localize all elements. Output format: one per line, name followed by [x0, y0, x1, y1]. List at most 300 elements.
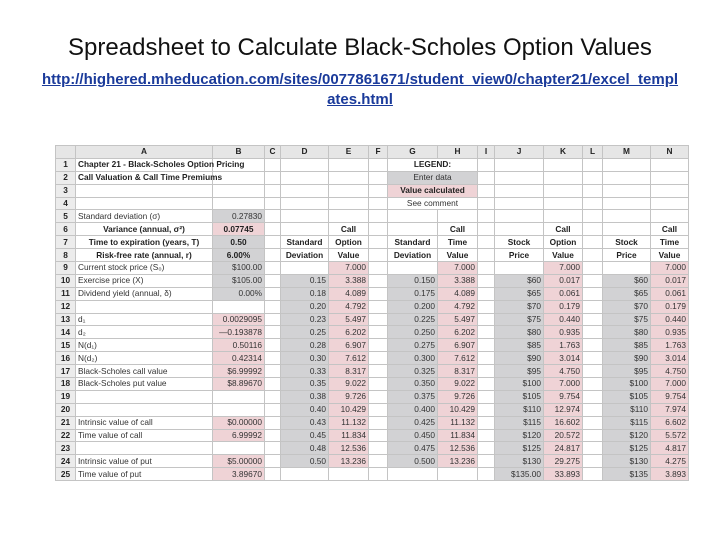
- cell-L10[interactable]: [583, 274, 603, 287]
- cell-M6[interactable]: [603, 223, 651, 236]
- cell-A18[interactable]: Black-Scholes put value: [76, 378, 213, 391]
- cell-G25[interactable]: [388, 468, 438, 481]
- cell-N12[interactable]: 0.179: [651, 300, 689, 313]
- cell-M5[interactable]: [603, 210, 651, 223]
- cell-F19[interactable]: [369, 390, 388, 403]
- cell-E3[interactable]: [329, 184, 369, 197]
- cell-G24[interactable]: 0.500: [388, 455, 438, 468]
- cell-D1[interactable]: [281, 158, 329, 171]
- row-header-8[interactable]: 8: [56, 249, 76, 262]
- cell-E22[interactable]: 11.834: [329, 429, 369, 442]
- cell-A23[interactable]: [76, 442, 213, 455]
- cell-C16[interactable]: [265, 352, 281, 365]
- cell-I14[interactable]: [478, 326, 495, 339]
- cell-L14[interactable]: [583, 326, 603, 339]
- cell-G22[interactable]: 0.450: [388, 429, 438, 442]
- cell-E10[interactable]: 3.388: [329, 274, 369, 287]
- legend-cell[interactable]: See comment: [388, 197, 478, 210]
- cell-N2[interactable]: [651, 171, 689, 184]
- cell-G14[interactable]: 0.250: [388, 326, 438, 339]
- cell-J10[interactable]: $60: [495, 274, 544, 287]
- cell-I19[interactable]: [478, 390, 495, 403]
- cell-F7[interactable]: [369, 236, 388, 249]
- cell-A9[interactable]: Current stock price (S₀): [76, 262, 213, 275]
- cell-A25[interactable]: Time value of put: [76, 468, 213, 481]
- cell-K17[interactable]: 4.750: [544, 365, 583, 378]
- cell-B24[interactable]: $5.00000: [213, 455, 265, 468]
- cell-D14[interactable]: 0.25: [281, 326, 329, 339]
- cell-F20[interactable]: [369, 403, 388, 416]
- cell-A2[interactable]: [76, 171, 223, 184]
- cell-A1[interactable]: [76, 158, 245, 171]
- cell-I2[interactable]: [478, 171, 495, 184]
- cell-B13[interactable]: 0.0029095: [213, 313, 265, 326]
- row-header-2[interactable]: 2: [56, 171, 76, 184]
- row-header-24[interactable]: 24: [56, 455, 76, 468]
- cell-A12[interactable]: [76, 300, 213, 313]
- cell-C1[interactable]: [265, 158, 281, 171]
- row-header-15[interactable]: 15: [56, 339, 76, 352]
- cell-E21[interactable]: 11.132: [329, 416, 369, 429]
- cell-H8[interactable]: Value: [438, 249, 478, 262]
- cell-E20[interactable]: 10.429: [329, 403, 369, 416]
- cell-G18[interactable]: 0.350: [388, 378, 438, 391]
- column-header-H[interactable]: H: [438, 146, 478, 159]
- cell-M20[interactable]: $110: [603, 403, 651, 416]
- cell-H24[interactable]: 13.236: [438, 455, 478, 468]
- cell-C15[interactable]: [265, 339, 281, 352]
- cell-L12[interactable]: [583, 300, 603, 313]
- column-header-E[interactable]: E: [329, 146, 369, 159]
- cell-C2[interactable]: [265, 171, 281, 184]
- row-header-16[interactable]: 16: [56, 352, 76, 365]
- cell-K24[interactable]: 29.275: [544, 455, 583, 468]
- cell-J13[interactable]: $75: [495, 313, 544, 326]
- cell-F1[interactable]: [369, 158, 388, 171]
- cell-N6[interactable]: Call: [651, 223, 689, 236]
- cell-A24[interactable]: Intrinsic value of put: [76, 455, 213, 468]
- cell-C14[interactable]: [265, 326, 281, 339]
- cell-C7[interactable]: [265, 236, 281, 249]
- cell-J17[interactable]: $95: [495, 365, 544, 378]
- cell-K6[interactable]: Call: [544, 223, 583, 236]
- cell-K11[interactable]: 0.061: [544, 287, 583, 300]
- cell-D15[interactable]: 0.28: [281, 339, 329, 352]
- cell-N25[interactable]: 3.893: [651, 468, 689, 481]
- cell-J2[interactable]: [495, 171, 544, 184]
- cell-N18[interactable]: 7.000: [651, 378, 689, 391]
- cell-D10[interactable]: 0.15: [281, 274, 329, 287]
- cell-E17[interactable]: 8.317: [329, 365, 369, 378]
- cell-B20[interactable]: [213, 403, 265, 416]
- cell-M12[interactable]: $70: [603, 300, 651, 313]
- cell-L24[interactable]: [583, 455, 603, 468]
- cell-M16[interactable]: $90: [603, 352, 651, 365]
- cell-I6[interactable]: [478, 223, 495, 236]
- cell-N16[interactable]: 3.014: [651, 352, 689, 365]
- cell-E14[interactable]: 6.202: [329, 326, 369, 339]
- row-header-20[interactable]: 20: [56, 403, 76, 416]
- cell-K15[interactable]: 1.763: [544, 339, 583, 352]
- cell-H21[interactable]: 11.132: [438, 416, 478, 429]
- column-header-K[interactable]: K: [544, 146, 583, 159]
- cell-J9[interactable]: [495, 262, 544, 275]
- cell-A11[interactable]: Dividend yield (annual, δ): [76, 287, 213, 300]
- cell-M22[interactable]: $120: [603, 429, 651, 442]
- cell-I24[interactable]: [478, 455, 495, 468]
- cell-H19[interactable]: 9.726: [438, 390, 478, 403]
- cell-L6[interactable]: [583, 223, 603, 236]
- cell-E19[interactable]: 9.726: [329, 390, 369, 403]
- cell-A15[interactable]: N(d₁): [76, 339, 213, 352]
- cell-L18[interactable]: [583, 378, 603, 391]
- cell-B3[interactable]: [213, 184, 265, 197]
- cell-N7[interactable]: Time: [651, 236, 689, 249]
- cell-C4[interactable]: [265, 197, 281, 210]
- row-header-22[interactable]: 22: [56, 429, 76, 442]
- column-header-J[interactable]: J: [495, 146, 544, 159]
- cell-B18[interactable]: $8.89670: [213, 378, 265, 391]
- cell-G17[interactable]: 0.325: [388, 365, 438, 378]
- cell-J11[interactable]: $65: [495, 287, 544, 300]
- row-header-13[interactable]: 13: [56, 313, 76, 326]
- cell-J24[interactable]: $130: [495, 455, 544, 468]
- cell-N10[interactable]: 0.017: [651, 274, 689, 287]
- column-header-G[interactable]: G: [388, 146, 438, 159]
- cell-B22[interactable]: 6.99992: [213, 429, 265, 442]
- cell-I18[interactable]: [478, 378, 495, 391]
- cell-F9[interactable]: [369, 262, 388, 275]
- cell-K19[interactable]: 9.754: [544, 390, 583, 403]
- column-header-C[interactable]: C: [265, 146, 281, 159]
- cell-A3[interactable]: [76, 184, 213, 197]
- select-all-corner[interactable]: [56, 146, 76, 159]
- cell-L2[interactable]: [583, 171, 603, 184]
- cell-D20[interactable]: 0.40: [281, 403, 329, 416]
- cell-H15[interactable]: 6.907: [438, 339, 478, 352]
- row-header-6[interactable]: 6: [56, 223, 76, 236]
- cell-D4[interactable]: [281, 197, 329, 210]
- cell-N20[interactable]: 7.974: [651, 403, 689, 416]
- cell-A16[interactable]: N(d₂): [76, 352, 213, 365]
- legend-cell[interactable]: Value calculated: [388, 184, 478, 197]
- cell-K20[interactable]: 12.974: [544, 403, 583, 416]
- cell-A22[interactable]: Time value of call: [76, 429, 213, 442]
- cell-F3[interactable]: [369, 184, 388, 197]
- cell-K16[interactable]: 3.014: [544, 352, 583, 365]
- cell-G20[interactable]: 0.400: [388, 403, 438, 416]
- cell-A14[interactable]: d₂: [76, 326, 213, 339]
- cell-J1[interactable]: [495, 158, 544, 171]
- legend-cell[interactable]: Enter data: [388, 171, 478, 184]
- cell-J19[interactable]: $105: [495, 390, 544, 403]
- cell-I17[interactable]: [478, 365, 495, 378]
- cell-C21[interactable]: [265, 416, 281, 429]
- cell-D5[interactable]: [281, 210, 329, 223]
- cell-C3[interactable]: [265, 184, 281, 197]
- cell-K14[interactable]: 0.935: [544, 326, 583, 339]
- cell-C9[interactable]: [265, 262, 281, 275]
- row-header-11[interactable]: 11: [56, 287, 76, 300]
- row-header-14[interactable]: 14: [56, 326, 76, 339]
- cell-N1[interactable]: [651, 158, 689, 171]
- cell-L11[interactable]: [583, 287, 603, 300]
- cell-I3[interactable]: [478, 184, 495, 197]
- cell-J8[interactable]: Price: [495, 249, 544, 262]
- cell-H23[interactable]: 12.536: [438, 442, 478, 455]
- cell-M2[interactable]: [603, 171, 651, 184]
- cell-F4[interactable]: [369, 197, 388, 210]
- cell-D24[interactable]: 0.50: [281, 455, 329, 468]
- cell-D6[interactable]: [281, 223, 329, 236]
- cell-J12[interactable]: $70: [495, 300, 544, 313]
- cell-G15[interactable]: 0.275: [388, 339, 438, 352]
- cell-E16[interactable]: 7.612: [329, 352, 369, 365]
- cell-E11[interactable]: 4.089: [329, 287, 369, 300]
- cell-I23[interactable]: [478, 442, 495, 455]
- cell-M15[interactable]: $85: [603, 339, 651, 352]
- cell-F17[interactable]: [369, 365, 388, 378]
- cell-M9[interactable]: [603, 262, 651, 275]
- cell-M4[interactable]: [603, 197, 651, 210]
- cell-I1[interactable]: [478, 158, 495, 171]
- cell-H25[interactable]: [438, 468, 478, 481]
- column-header-A[interactable]: A: [76, 146, 213, 159]
- cell-B8[interactable]: 6.00%: [213, 249, 265, 262]
- cell-L19[interactable]: [583, 390, 603, 403]
- cell-M1[interactable]: [603, 158, 651, 171]
- cell-J22[interactable]: $120: [495, 429, 544, 442]
- cell-J7[interactable]: Stock: [495, 236, 544, 249]
- cell-L8[interactable]: [583, 249, 603, 262]
- row-header-7[interactable]: 7: [56, 236, 76, 249]
- cell-A21[interactable]: Intrinsic value of call: [76, 416, 213, 429]
- row-header-17[interactable]: 17: [56, 365, 76, 378]
- cell-H9[interactable]: 7.000: [438, 262, 478, 275]
- cell-M3[interactable]: [603, 184, 651, 197]
- cell-K9[interactable]: 7.000: [544, 262, 583, 275]
- cell-G16[interactable]: 0.300: [388, 352, 438, 365]
- cell-D3[interactable]: [281, 184, 329, 197]
- cell-H6[interactable]: Call: [438, 223, 478, 236]
- cell-C17[interactable]: [265, 365, 281, 378]
- cell-H11[interactable]: 4.089: [438, 287, 478, 300]
- cell-I5[interactable]: [478, 210, 495, 223]
- cell-C8[interactable]: [265, 249, 281, 262]
- cell-M21[interactable]: $115: [603, 416, 651, 429]
- cell-E8[interactable]: Value: [329, 249, 369, 262]
- cell-K4[interactable]: [544, 197, 583, 210]
- cell-N21[interactable]: 6.602: [651, 416, 689, 429]
- cell-E12[interactable]: 4.792: [329, 300, 369, 313]
- cell-C18[interactable]: [265, 378, 281, 391]
- row-header-5[interactable]: 5: [56, 210, 76, 223]
- cell-G10[interactable]: 0.150: [388, 274, 438, 287]
- cell-J6[interactable]: [495, 223, 544, 236]
- cell-J5[interactable]: [495, 210, 544, 223]
- cell-B25[interactable]: 3.89670: [213, 468, 265, 481]
- cell-B23[interactable]: [213, 442, 265, 455]
- cell-A6[interactable]: Variance (annual, σ²): [76, 223, 213, 236]
- cell-N23[interactable]: 4.817: [651, 442, 689, 455]
- cell-C11[interactable]: [265, 287, 281, 300]
- legend-cell[interactable]: LEGEND:: [388, 158, 478, 171]
- cell-M13[interactable]: $75: [603, 313, 651, 326]
- cell-D11[interactable]: 0.18: [281, 287, 329, 300]
- cell-L1[interactable]: [583, 158, 603, 171]
- column-header-M[interactable]: M: [603, 146, 651, 159]
- cell-C12[interactable]: [265, 300, 281, 313]
- row-header-25[interactable]: 25: [56, 468, 76, 481]
- cell-L9[interactable]: [583, 262, 603, 275]
- column-header-L[interactable]: L: [583, 146, 603, 159]
- cell-D13[interactable]: 0.23: [281, 313, 329, 326]
- cell-K8[interactable]: Value: [544, 249, 583, 262]
- cell-B16[interactable]: 0.42314: [213, 352, 265, 365]
- cell-A19[interactable]: [76, 390, 213, 403]
- cell-F21[interactable]: [369, 416, 388, 429]
- cell-D22[interactable]: 0.45: [281, 429, 329, 442]
- cell-I4[interactable]: [478, 197, 495, 210]
- cell-D23[interactable]: 0.48: [281, 442, 329, 455]
- cell-E13[interactable]: 5.497: [329, 313, 369, 326]
- cell-N4[interactable]: [651, 197, 689, 210]
- cell-F10[interactable]: [369, 274, 388, 287]
- cell-A13[interactable]: d₁: [76, 313, 213, 326]
- cell-M11[interactable]: $65: [603, 287, 651, 300]
- cell-E15[interactable]: 6.907: [329, 339, 369, 352]
- cell-E7[interactable]: Option: [329, 236, 369, 249]
- cell-H14[interactable]: 6.202: [438, 326, 478, 339]
- cell-J23[interactable]: $125: [495, 442, 544, 455]
- cell-J18[interactable]: $100: [495, 378, 544, 391]
- cell-K1[interactable]: [544, 158, 583, 171]
- cell-G21[interactable]: 0.425: [388, 416, 438, 429]
- cell-J20[interactable]: $110: [495, 403, 544, 416]
- cell-L7[interactable]: [583, 236, 603, 249]
- cell-G7[interactable]: Standard: [388, 236, 438, 249]
- cell-E25[interactable]: [329, 468, 369, 481]
- cell-D16[interactable]: 0.30: [281, 352, 329, 365]
- cell-K23[interactable]: 24.817: [544, 442, 583, 455]
- cell-N8[interactable]: Value: [651, 249, 689, 262]
- cell-G12[interactable]: 0.200: [388, 300, 438, 313]
- cell-I20[interactable]: [478, 403, 495, 416]
- cell-A4[interactable]: [76, 197, 213, 210]
- cell-L23[interactable]: [583, 442, 603, 455]
- cell-C10[interactable]: [265, 274, 281, 287]
- cell-D12[interactable]: 0.20: [281, 300, 329, 313]
- cell-K22[interactable]: 20.572: [544, 429, 583, 442]
- cell-K2[interactable]: [544, 171, 583, 184]
- cell-K5[interactable]: [544, 210, 583, 223]
- cell-F25[interactable]: [369, 468, 388, 481]
- cell-L15[interactable]: [583, 339, 603, 352]
- cell-L3[interactable]: [583, 184, 603, 197]
- cell-I16[interactable]: [478, 352, 495, 365]
- cell-E18[interactable]: 9.022: [329, 378, 369, 391]
- cell-C5[interactable]: [265, 210, 281, 223]
- cell-C19[interactable]: [265, 390, 281, 403]
- cell-B21[interactable]: $0.00000: [213, 416, 265, 429]
- cell-B11[interactable]: 0.00%: [213, 287, 265, 300]
- cell-B14[interactable]: —0.193878: [213, 326, 265, 339]
- cell-L20[interactable]: [583, 403, 603, 416]
- cell-E24[interactable]: 13.236: [329, 455, 369, 468]
- cell-D25[interactable]: [281, 468, 329, 481]
- cell-A20[interactable]: [76, 403, 213, 416]
- column-header-D[interactable]: D: [281, 146, 329, 159]
- cell-M23[interactable]: $125: [603, 442, 651, 455]
- cell-L5[interactable]: [583, 210, 603, 223]
- cell-I12[interactable]: [478, 300, 495, 313]
- cell-F13[interactable]: [369, 313, 388, 326]
- column-header-N[interactable]: N: [651, 146, 689, 159]
- cell-K18[interactable]: 7.000: [544, 378, 583, 391]
- cell-E4[interactable]: [329, 197, 369, 210]
- cell-A17[interactable]: Black-Scholes call value: [76, 365, 213, 378]
- row-header-21[interactable]: 21: [56, 416, 76, 429]
- cell-K21[interactable]: 16.602: [544, 416, 583, 429]
- cell-E1[interactable]: [329, 158, 369, 171]
- cell-I15[interactable]: [478, 339, 495, 352]
- column-header-F[interactable]: F: [369, 146, 388, 159]
- cell-F18[interactable]: [369, 378, 388, 391]
- cell-C20[interactable]: [265, 403, 281, 416]
- cell-A7[interactable]: Time to expiration (years, T): [76, 236, 213, 249]
- cell-N9[interactable]: 7.000: [651, 262, 689, 275]
- cell-L17[interactable]: [583, 365, 603, 378]
- cell-H16[interactable]: 7.612: [438, 352, 478, 365]
- cell-L4[interactable]: [583, 197, 603, 210]
- cell-M25[interactable]: $135: [603, 468, 651, 481]
- row-header-19[interactable]: 19: [56, 390, 76, 403]
- cell-G6[interactable]: [388, 223, 438, 236]
- cell-M7[interactable]: Stock: [603, 236, 651, 249]
- cell-C24[interactable]: [265, 455, 281, 468]
- cell-I13[interactable]: [478, 313, 495, 326]
- cell-H20[interactable]: 10.429: [438, 403, 478, 416]
- cell-D21[interactable]: 0.43: [281, 416, 329, 429]
- cell-I11[interactable]: [478, 287, 495, 300]
- cell-I25[interactable]: [478, 468, 495, 481]
- cell-F12[interactable]: [369, 300, 388, 313]
- cell-B19[interactable]: [213, 390, 265, 403]
- cell-L25[interactable]: [583, 468, 603, 481]
- cell-N3[interactable]: [651, 184, 689, 197]
- cell-K10[interactable]: 0.017: [544, 274, 583, 287]
- cell-H7[interactable]: Time: [438, 236, 478, 249]
- cell-A8[interactable]: Risk-free rate (annual, r): [76, 249, 213, 262]
- cell-J21[interactable]: $115: [495, 416, 544, 429]
- cell-E6[interactable]: Call: [329, 223, 369, 236]
- cell-M18[interactable]: $100: [603, 378, 651, 391]
- cell-D2[interactable]: [281, 171, 329, 184]
- cell-B15[interactable]: 0.50116: [213, 339, 265, 352]
- cell-K3[interactable]: [544, 184, 583, 197]
- cell-K12[interactable]: 0.179: [544, 300, 583, 313]
- cell-F23[interactable]: [369, 442, 388, 455]
- cell-L13[interactable]: [583, 313, 603, 326]
- cell-C22[interactable]: [265, 429, 281, 442]
- cell-K25[interactable]: 33.893: [544, 468, 583, 481]
- cell-K7[interactable]: Option: [544, 236, 583, 249]
- cell-N14[interactable]: 0.935: [651, 326, 689, 339]
- cell-I9[interactable]: [478, 262, 495, 275]
- cell-H10[interactable]: 3.388: [438, 274, 478, 287]
- cell-G19[interactable]: 0.375: [388, 390, 438, 403]
- cell-H13[interactable]: 5.497: [438, 313, 478, 326]
